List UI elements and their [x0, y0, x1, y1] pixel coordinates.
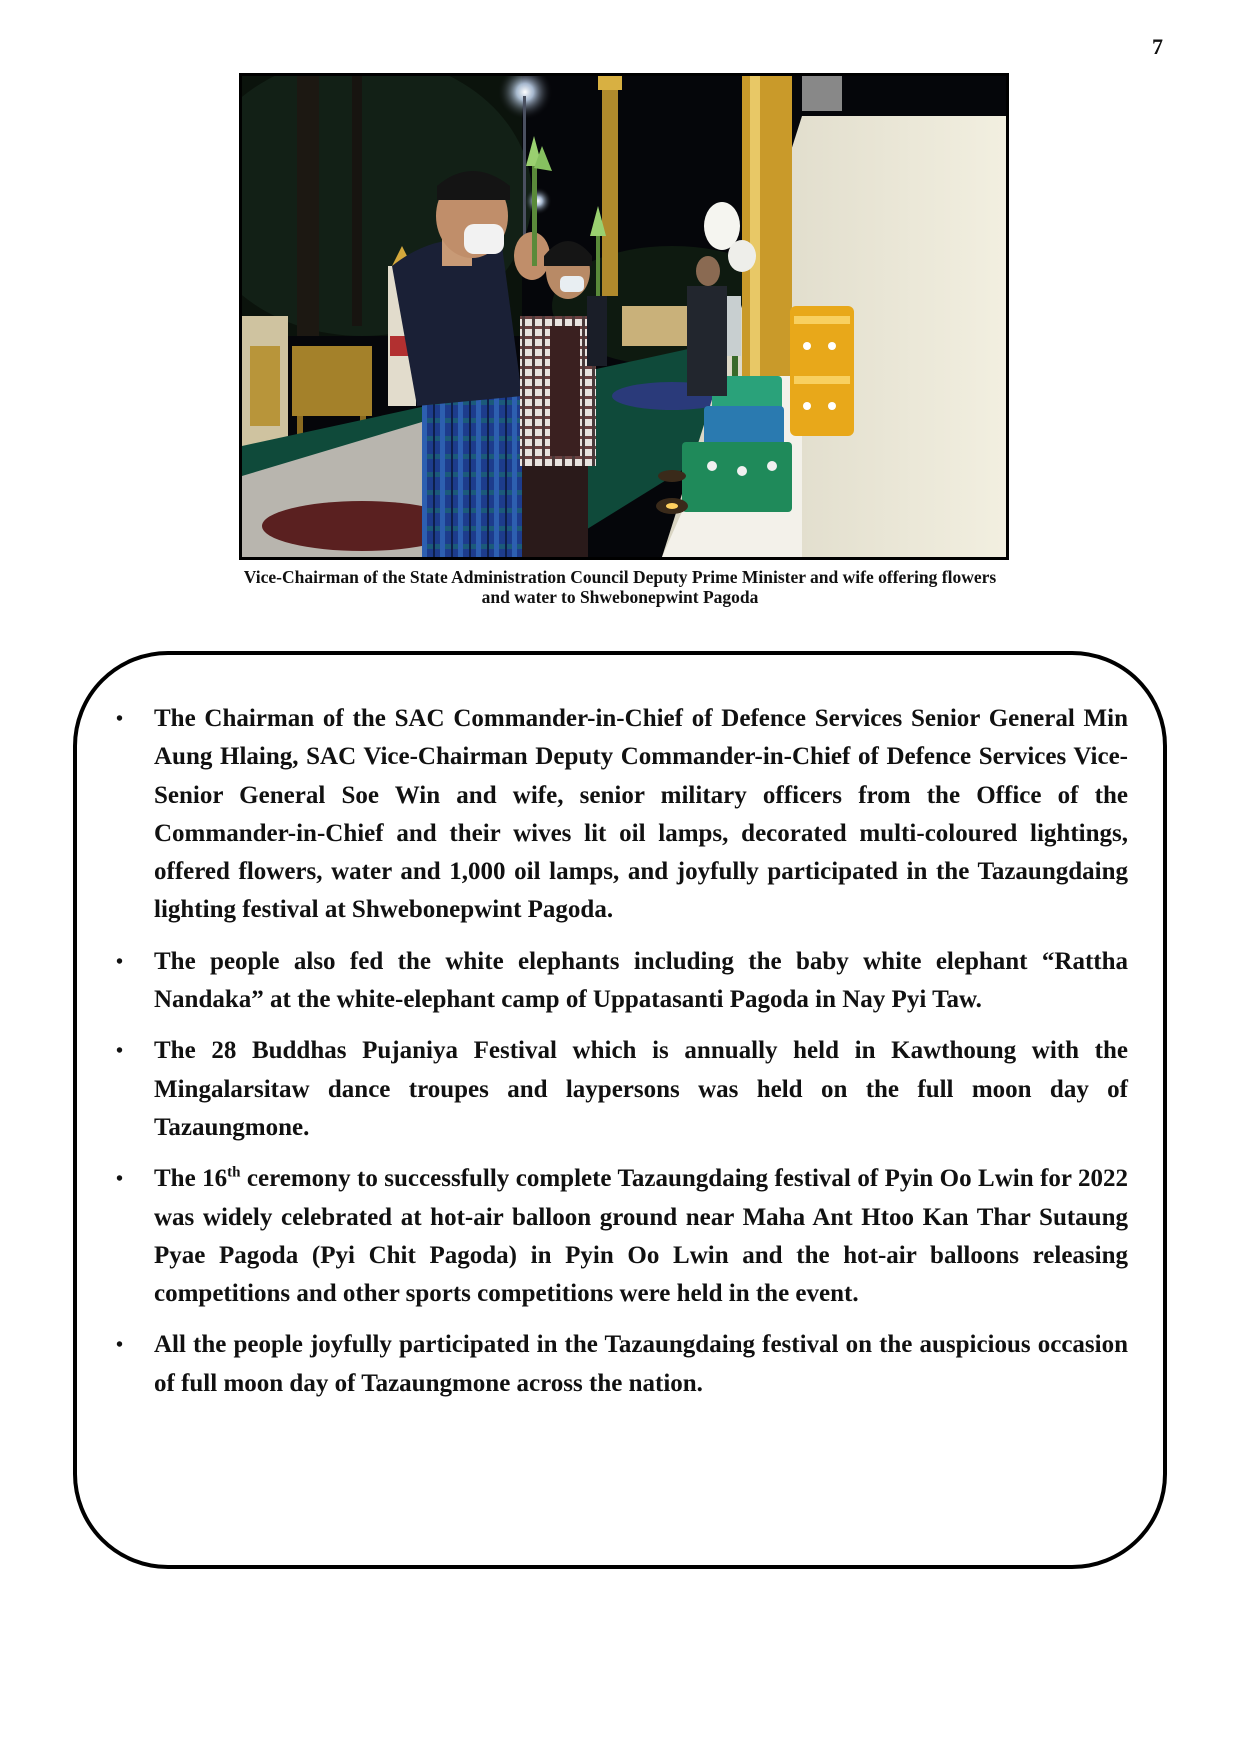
- list-item: [108, 943, 1128, 1020]
- bullet-icon: •: [116, 1168, 124, 1191]
- list-item-text: The Chairman of the SAC Commander-in-Chief of Defence Services Senior General Min Aung Hlaing, SAC Vice-Chairman Deputy Commander-in-Chief of Defence Services Vice-Senior General Soe Win and wife, senior military officers from the Office of the Commander-in-Chief and their wives lit oil lamps, decorated multi-coloured lightings, offered flowers, water and 1,000 oil lamps, and joyfully participated in the Tazaungdaing lighting festival at Shwebonepwint Pagoda.: [154, 705, 1128, 924]
- list-item-text: The people also fed the white elephants including the baby white elephant “Rattha Nandaka” at the white-elephant camp of Uppatasanti Pagoda in Nay Pyi Taw.: [154, 947, 1128, 1014]
- list-item: [108, 1032, 1128, 1147]
- photo-caption: [150, 567, 1090, 607]
- list-item-text: The 28 Buddhas Pujaniya Festival which is annually held in Kawthoung with the Mingalarsitaw dance troupes and laypersons was held on the full moon day of Tazaungmone.: [154, 1037, 1128, 1141]
- caption-line-1: Vice-Chairman of the State Administration Council Deputy Prime Minister and wife offering flowers: [243, 567, 997, 587]
- page-number: 7: [1152, 34, 1163, 59]
- bullet-icon: •: [116, 708, 124, 730]
- list-item: [108, 1160, 1128, 1313]
- caption-line-2: and water to Shwebonepwint Pagoda: [481, 587, 759, 607]
- news-bullet-list: [108, 700, 1128, 1416]
- bullet-icon: •: [116, 1040, 124, 1063]
- list-item: [108, 1326, 1128, 1403]
- ordinal-suffix: th: [227, 1164, 241, 1181]
- list-item-text-rest: ceremony to successfully complete Tazaungdaing festival of Pyin Oo Lwin for 2022 was widely celebrated at hot-air balloon ground near Maha Ant Htoo Kan Thar Sutaung Pyae Pagoda (Pyi Chit Pagoda) in Pyin Oo Lwin and the hot-air balloons releasing competitions and other sports competitions were held in the event.: [154, 1165, 1128, 1308]
- ceremony-photo: [239, 73, 1009, 560]
- list-item: [108, 700, 1128, 930]
- list-item-text: All the people joyfully participated in the Tazaungdaing festival on the auspicious occasion of full moon day of Tazaungmone across the nation.: [154, 1331, 1128, 1397]
- bullet-icon: •: [116, 950, 124, 973]
- bullet-icon: •: [116, 1334, 124, 1357]
- list-item-text-start: The 16: [154, 1165, 228, 1193]
